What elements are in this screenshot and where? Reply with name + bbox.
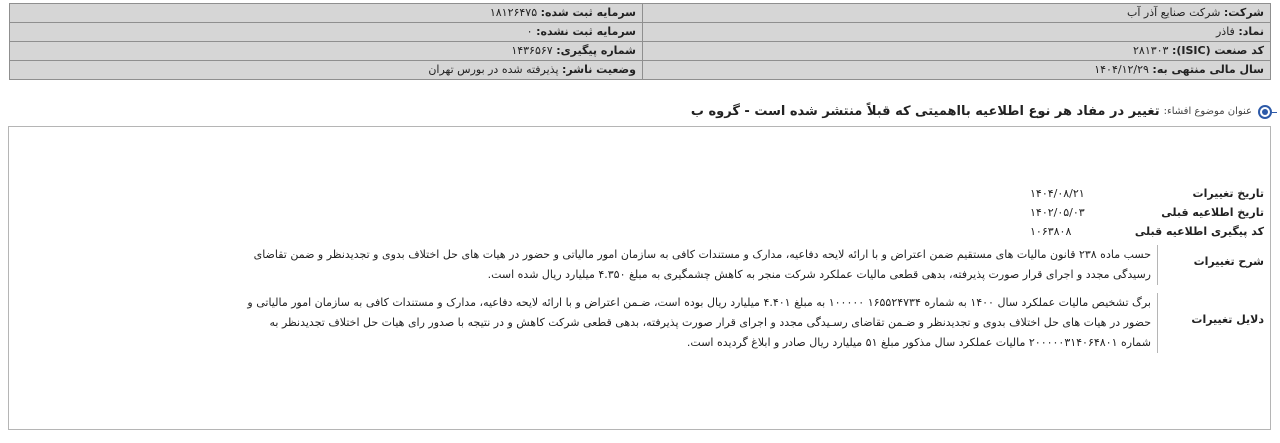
company-value: شرکت صنایع آذر آب: [1126, 6, 1221, 19]
description-line: حسب ماده ۲۳۸ قانون مالیات های مستقیم ضمن اعتراض و با ارائه لایحه دفاعیه، مدارک و مستندات کافی به سازمان امور مالیاتی و حضور در هیات های حل اختلاف بدوی و تجدیدنظر و ضمن تقاضای: [253, 248, 1151, 261]
disclosure-subject: [691, 104, 1272, 120]
change-description-text: [121, 245, 1158, 285]
symbol-value: فاذر: [1215, 25, 1235, 38]
reason-line: برگ تشخیص مالیات عملکرد سال ۱۴۰۰ به شماره ۱۶۵۵۲۴۷۳۴ ۱۰۰۰۰۰ به مبلغ ۴.۴۰۱ میلیارد ریال بوده است، ضـمن اعتراض و با ارائه لایحه دفاعیه، مدارک و مستندات کافی به سازمان امور مالیاتی و: [247, 296, 1151, 309]
tracking-label: شماره پیگیری:: [556, 44, 636, 57]
change-reasons-row: [121, 293, 1270, 353]
prev-notice-date-value: ۱۴۰۲/۰۵/۰۳: [1030, 206, 1085, 219]
prev-notice-code-label: کد پیگیری اطلاعیه قبلی: [1134, 225, 1264, 238]
prev-notice-date-row: [1030, 206, 1270, 219]
publisher-status-value: پذیرفته شده در بورس تهران: [428, 63, 559, 76]
symbol-cell: [643, 23, 1271, 42]
reason-line: حضور در هیات های حل اختلاف بدوی و تجدیدنظر و ضـمن تقاضای رسـیدگی مجدد و اجرای قرار صورت پذیرفته، بدهی قطعی شرکت کاهش و در نتیجه با صدور رای هیات حل اختلاف تجدیدنظر به: [269, 316, 1151, 329]
capital-registered-label: سرمایه ثبت شده:: [540, 6, 636, 19]
change-description-row: [121, 245, 1270, 285]
prev-notice-date-label: تاریخ اطلاعیه قبلی: [1161, 206, 1264, 219]
subject-caption: عنوان موضوع افشاء:: [1163, 106, 1252, 117]
publisher-status-label: وضعیت ناشر:: [562, 63, 636, 76]
tracking-value: ۱۴۳۶۵۶۷: [511, 44, 553, 57]
fiscal-year-label: سال مالی منتهی به:: [1152, 63, 1264, 76]
change-reasons-label: دلایل تغییرات: [1191, 313, 1264, 326]
capital-unregistered-value: ۰: [526, 25, 533, 38]
company-info-table: [9, 3, 1271, 80]
description-line: رسیدگی مجدد و اجرای قرار صورت پذیرفته، بدهی قطعی مالیات عملکرد شرکت منجر به کاهش چشمگیری به مبلغ ۴.۳۵۰ میلیارد ریال شده است.: [487, 268, 1151, 281]
isic-value: ۲۸۱۳۰۳: [1133, 44, 1169, 57]
change-date-label: تاریخ تغییرات: [1192, 187, 1264, 200]
isic-label: کد صنعت (ISIC):: [1171, 44, 1264, 57]
publisher-status-cell: [10, 61, 643, 80]
change-date-value: ۱۴۰۴/۰۸/۲۱: [1030, 187, 1085, 200]
change-description-label: شرح تغییرات: [1193, 255, 1264, 268]
subject-title: تغییر در مفاد هر نوع اطلاعیه بااهمیتی که قبلاً منتشر شده است - گروه ب: [690, 104, 1160, 119]
company-label: شرکت:: [1223, 6, 1264, 19]
change-date-row: [1030, 187, 1270, 200]
notice-content-box: [8, 126, 1271, 430]
capital-unregistered-label: سرمایه ثبت نشده:: [536, 25, 636, 38]
fiscal-year-cell: [643, 61, 1271, 80]
capital-registered-cell: [10, 4, 643, 23]
company-cell: [643, 4, 1271, 23]
change-reasons-text: [121, 293, 1158, 353]
prev-notice-code-value: ۱۰۶۳۸۰۸: [1030, 225, 1072, 238]
tracking-cell: [10, 42, 643, 61]
reason-line: شماره ۲۰۰۰۰۰۳۱۴۰۶۴۸۰۱ مالیات عملکرد سال مذکور مبلغ ۵۱ میلیارد ریال صادر و ابلاغ گردیده است.: [686, 336, 1151, 349]
capital-unregistered-cell: [10, 23, 643, 42]
isic-cell: [643, 42, 1271, 61]
fiscal-year-value: ۱۴۰۴/۱۲/۲۹: [1094, 63, 1149, 76]
target-bullet-icon: [1258, 105, 1272, 119]
prev-notice-code-row: [1030, 225, 1270, 238]
symbol-label: نماد:: [1238, 25, 1264, 38]
capital-registered-value: ۱۸۱۲۶۴۷۵: [489, 6, 538, 19]
